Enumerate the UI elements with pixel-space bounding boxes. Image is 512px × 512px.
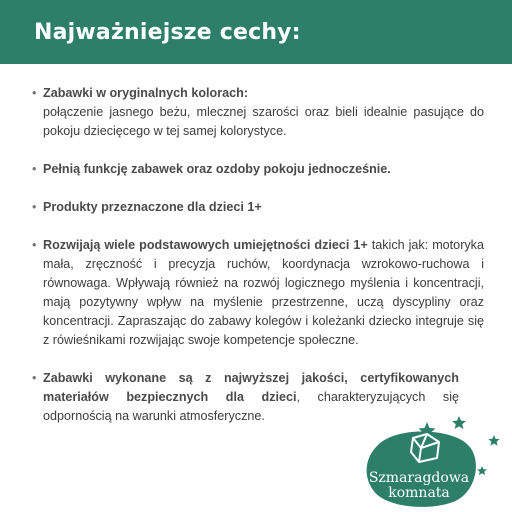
feature-text: takich jak: motoryka mała, zręczność i precyzja ruchów, koordynacja wzrokowo-ruchowa i równowaga. Wpływają również na rozwój logicznego myślenia i koncentracji, mają pozytywny wpływ na myślenie przestrzenne, uczą dyscypliny oraz koncentracji. Zapraszając do zabawy kolegów i koleżanki dziecko integruje się z rówieśnikami rozwijając swoje kompetencje społeczne.	[43, 238, 484, 347]
brand-logo	[355, 398, 512, 512]
list-item	[32, 236, 484, 350]
logo-text-line2: komnata	[388, 485, 450, 501]
bullet-icon: •	[32, 162, 37, 176]
feature-text: , charakteryzujących się odpornością na warunki atmosferyczne.	[43, 390, 459, 423]
bullet-icon: •	[32, 200, 37, 214]
feature-list	[32, 84, 484, 445]
list-item	[32, 160, 484, 179]
feature-heading: Rozwijają wiele podstawowych umiejętności dzieci 1+	[43, 238, 368, 252]
bullet-icon: •	[32, 238, 37, 252]
feature-text: połączenie jasnego beżu, mlecznej szarości oraz bieli idealnie pasujące do pokoju dziecięcego w tej samej kolorystyce.	[43, 105, 484, 138]
feature-heading: Produkty przeznaczone dla dzieci 1+	[43, 200, 262, 214]
bullet-icon: •	[32, 371, 37, 385]
logo-text-line1: Szmaragdowa	[368, 470, 470, 486]
feature-heading: Zabawki wykonane są z najwyższej jakości, certyfikowanych materiałów bezpiecznych dla dzieci	[43, 371, 459, 404]
feature-heading: Zabawki w oryginalnych kolorach:	[43, 86, 249, 100]
list-item	[32, 84, 484, 141]
list-item	[32, 198, 484, 217]
page-title: Najważniejsze cechy:	[34, 20, 301, 45]
header-banner	[0, 0, 512, 64]
feature-heading: Pełnią funkcję zabawek oraz ozdoby pokoju jednocześnie.	[43, 162, 391, 176]
bullet-icon: •	[32, 86, 37, 100]
